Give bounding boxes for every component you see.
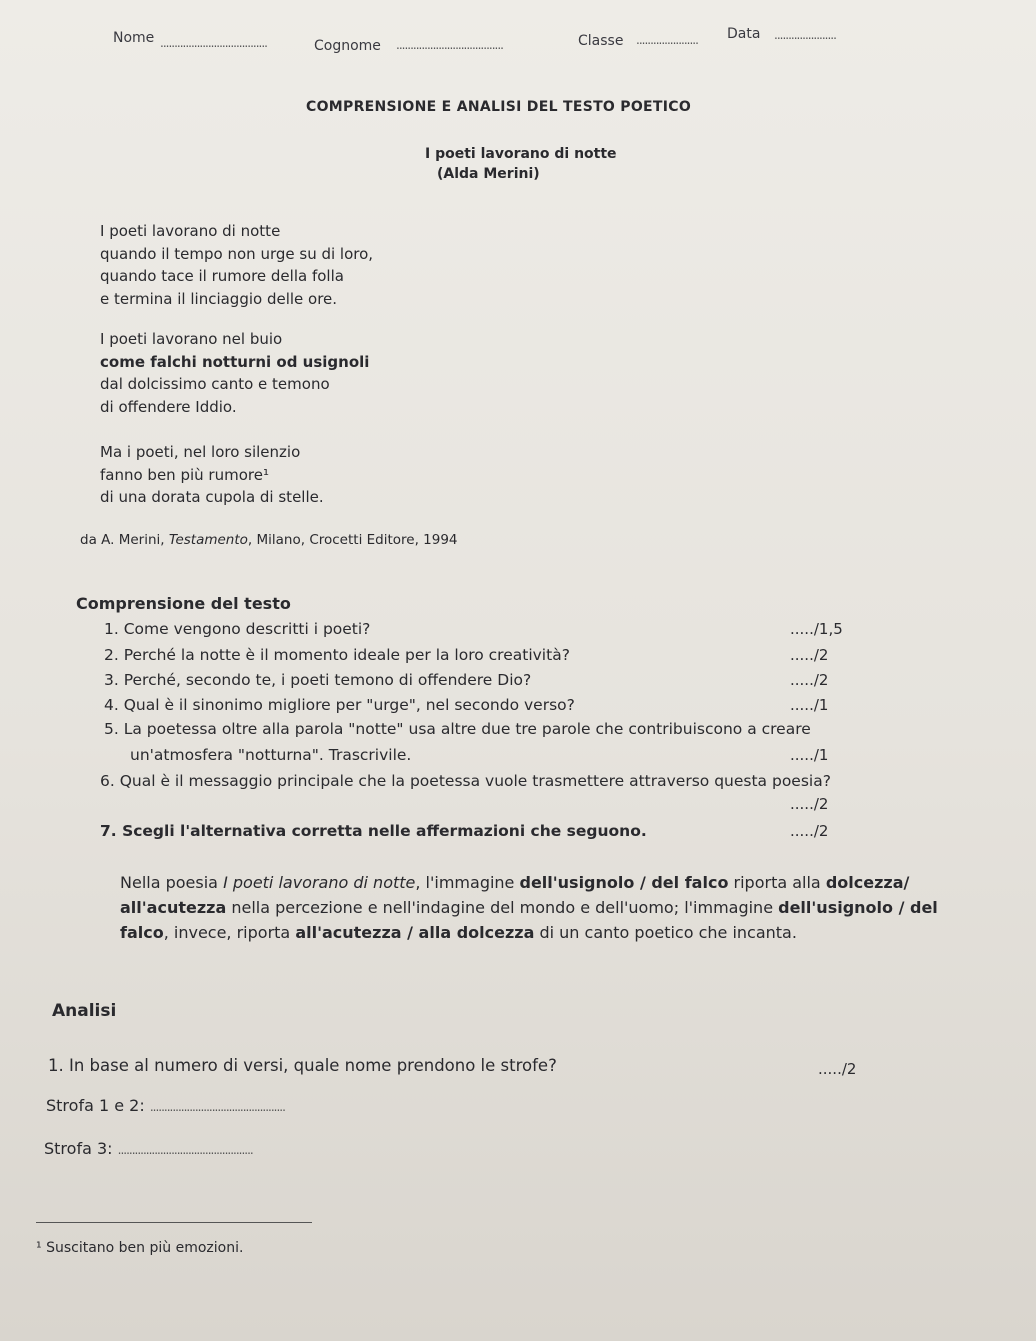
score-4: ...../1 [790,696,829,714]
score-5: ...../1 [790,746,829,764]
question-1: 1. Come vengono descritti i poeti? [104,620,371,638]
verse: di offendere Iddio. [100,397,237,416]
classe-field[interactable]: ...................... [636,33,698,47]
nome-label: Nome [113,30,155,46]
data-field[interactable]: ...................... [774,28,836,42]
question-5-cont: un'atmosfera "notturna". Trascrivile. [130,746,412,764]
footnote: ¹ Suscitano ben più emozioni. [36,1240,244,1256]
question-7: 7. Scegli l'alternativa corretta nelle affermazioni che seguono. [100,822,647,840]
score-6: ...../2 [790,795,829,813]
verse: Ma i poeti, nel loro silenzio [100,443,301,461]
choice-option[interactable]: dell'usignolo / del falco [519,873,729,892]
choice-option[interactable]: dolcezza/ all'acutezza [120,873,910,917]
strofa-1-2-label: Strofa 1 e 2: [46,1096,150,1115]
score-1: ...../1,5 [790,620,843,638]
comprensione-heading: Comprensione del testo [76,594,291,613]
choice-option[interactable]: all'acutezza / alla dolcezza [295,923,535,942]
nome-field[interactable]: ...................................... [160,36,267,50]
cognome-label: Cognome [314,38,381,54]
strofa-3-field[interactable]: ................................................ [117,1143,253,1157]
choice-paragraph: Nella poesia I poeti lavorano di notte, l'immagine dell'usignolo / del falco riporta alla dolcezza/ all'acutezza nella percezione e nell'indagine del mondo e dell'uomo; l'immagine dell'usignolo / del falco, invece, riporta all'acutezza / alla dolcezza di un canto poetico che incanta. [120,873,938,942]
score-7: ...../2 [790,822,829,840]
verse: fanno ben più rumore¹ [100,465,269,484]
strofa-3-label: Strofa 3: [44,1139,118,1158]
poem-title: I poeti lavorano di notte [425,146,617,162]
score-2: ...../2 [790,646,829,664]
strofa-3-answer [44,1139,253,1158]
verse: e termina il linciaggio delle ore. [100,289,338,308]
verse: dal dolcissimo canto e temono [100,375,330,393]
page-title: COMPRENSIONE E ANALISI DEL TESTO POETICO [306,99,692,115]
analisi-question-1: 1. In base al numero di versi, quale nome prendono le strofe? [48,1056,557,1075]
verse: I poeti lavorano nel buio [100,330,283,348]
question-6: 6. Qual è il messaggio principale che la poetessa vuole trasmettere attraverso questa poesia? [100,772,831,790]
classe-label: Classe [578,33,624,49]
analisi-heading: Analisi [52,1001,117,1021]
question-3: 3. Perché, secondo te, i poeti temono di offendere Dio? [104,671,532,689]
choice-option[interactable]: dell'usignolo / del falco [120,898,938,942]
verse: di una dorata cupola di stelle. [100,488,324,506]
verse: I poeti lavorano di notte [100,222,281,240]
verse: quando tace il rumore della folla [100,267,344,285]
stanza-2 [100,328,369,418]
question-5: 5. La poetessa oltre alla parola "notte" usa altre due tre parole che contribuiscono a creare [104,720,811,738]
strofa-1-2-answer [46,1096,285,1115]
stanza-3 [100,441,324,509]
data-label: Data [727,26,761,42]
verse: quando il tempo non urge su di loro, [100,244,374,263]
poem-author: (Alda Merini) [437,166,540,182]
strofa-1-2-field[interactable]: ................................................ [149,1100,285,1114]
stanza-1 [100,220,373,310]
verse: come falchi notturni od usignoli [100,352,370,371]
question-2: 2. Perché la notte è il momento ideale per la loro creatività? [104,646,570,664]
question-4: 4. Qual è il sinonimo migliore per "urge", nel secondo verso? [104,696,575,714]
footnote-divider [36,1222,312,1223]
poem-source: da A. Merini, Testamento, Milano, Crocetti Editore, 1994 [80,532,458,548]
cognome-field[interactable]: ...................................... [396,38,503,52]
score-3: ...../2 [790,671,829,689]
analisi-score-1: ...../2 [818,1060,857,1078]
